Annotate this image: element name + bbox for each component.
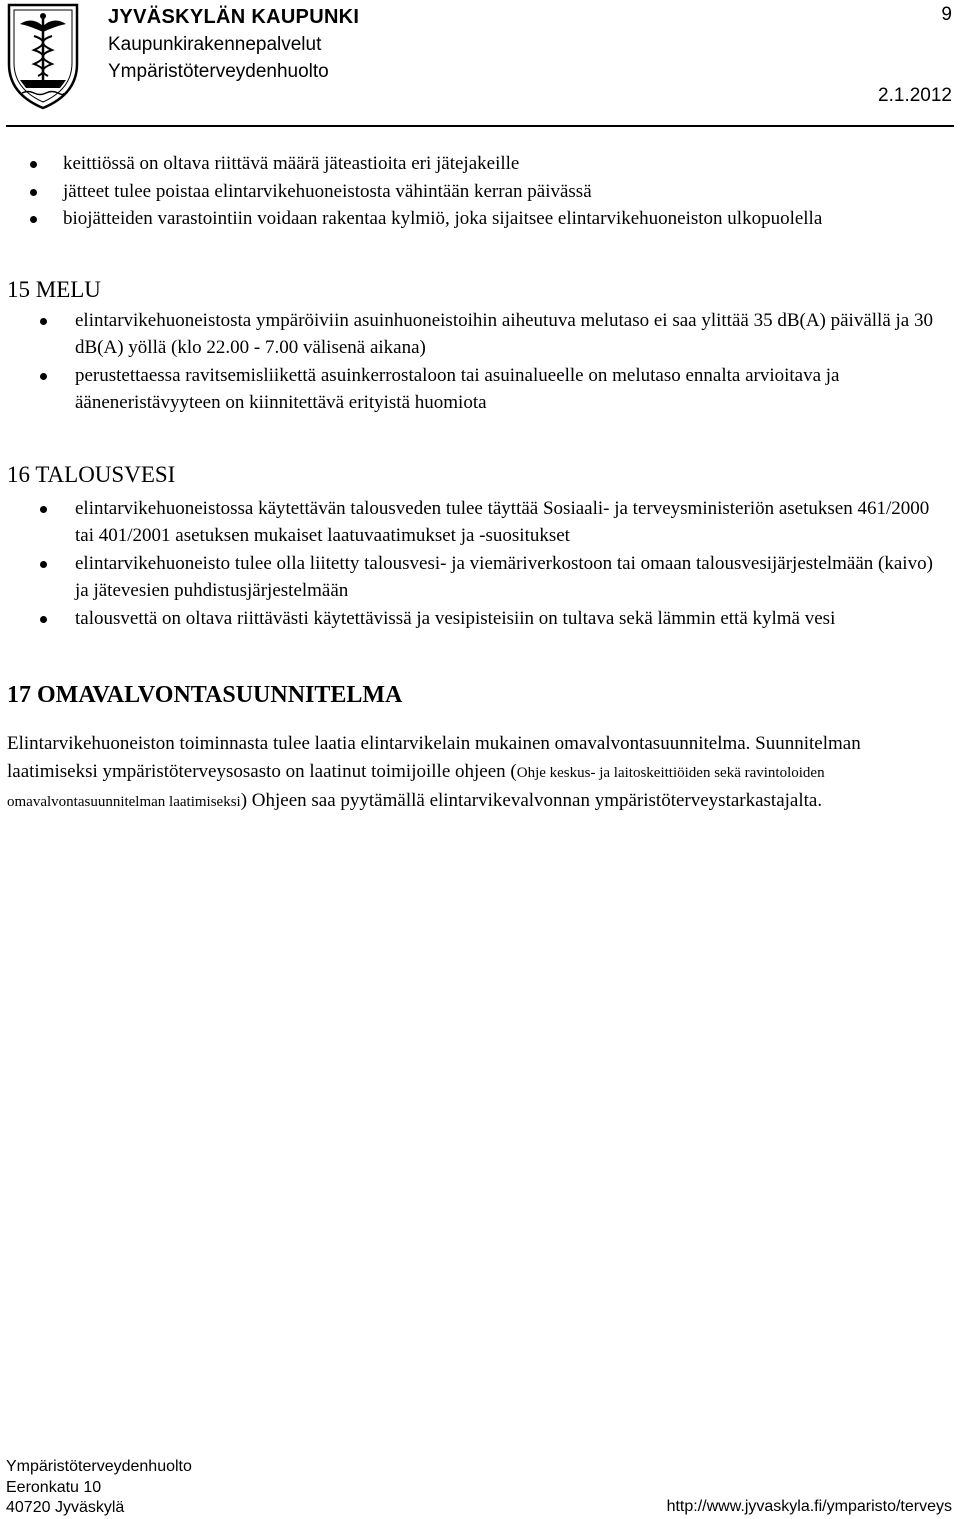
page-number: 9 bbox=[941, 4, 952, 25]
header-date: 2.1.2012 bbox=[878, 85, 952, 106]
footer-address bbox=[6, 1457, 192, 1519]
document-body bbox=[0, 150, 960, 817]
list-item: elintarvikehuoneisto tulee olla liitetty talousvesi- ja viemäriverkostoon tai omaan talousvesijärjestelmään (kaivo) ja jätevesien puhdistusjärjestelmään bbox=[0, 550, 960, 605]
list-item: perustettaessa ravitsemisliikettä asuinkerrostaloon tai asuinalueelle on melutaso ennalta arvioitava ja ääneneristävyyteen on kiinnitettävä erityistä huomiota bbox=[0, 362, 960, 417]
header-organization bbox=[108, 4, 359, 85]
guide-title: Ohje keskus- ja laitoskeittiöiden sekä ravintoloiden omavalvontasuunnitelman laatimiseksi bbox=[7, 764, 825, 810]
list-item: elintarvikehuoneistossa käytettävän talousveden tulee täyttää Sosiaali- ja terveysministeriön asetuksen 461/2000 tai 401/2001 asetuksen mukaiset laatuvaatimukset ja -suositukset bbox=[0, 495, 960, 550]
section-16-list bbox=[0, 495, 960, 633]
section-17-paragraph bbox=[0, 730, 960, 817]
footer-url-link[interactable]: http://www.jyvaskyla.fi/ymparisto/terveys bbox=[666, 1498, 952, 1515]
footer-unit: Ympäristöterveydenhuolto bbox=[6, 1458, 192, 1475]
footer-postal: 40720 Jyväskylä bbox=[6, 1499, 125, 1516]
section-15-heading: 15 MELU bbox=[7, 276, 101, 302]
city-coat-of-arms-logo bbox=[6, 2, 80, 110]
section-15-list bbox=[0, 307, 960, 417]
paragraph-text: Elintarvikehuoneiston toiminnasta tulee laatia elintarvikelain mukainen omavalvontasuunnitelma. Suunnitelman laatimiseksi ympäristöterveysosasto on laatinut toimijoille ohjeen ( bbox=[7, 733, 861, 782]
header-unit: Ympäristöterveydenhuolto bbox=[108, 61, 329, 82]
section-17-heading: 17 OMAVALVONTASUUNNITELMA bbox=[7, 682, 403, 708]
section-16-heading: 16 TALOUSVESI bbox=[7, 461, 176, 487]
paragraph-text: ) Ohjeen saa pyytämällä elintarvikevalvonnan ympäristöterveystarkastajalta. bbox=[240, 790, 823, 811]
header-department: Kaupunkirakennepalvelut bbox=[108, 34, 322, 55]
header-divider bbox=[6, 125, 954, 127]
list-item: jätteet tulee poistaa elintarvikehuoneistosta vähintään kerran päivässä bbox=[0, 178, 960, 206]
list-item: talousvettä on oltava riittävästi käytettävissä ja vesipisteisiin on tultava sekä lämmin että kylmä vesi bbox=[0, 605, 960, 633]
header-city: JYVÄSKYLÄN KAUPUNKI bbox=[108, 6, 360, 28]
continued-bullet-list bbox=[0, 150, 960, 233]
list-item: elintarvikehuoneistosta ympäröiviin asuinhuoneistoihin aiheutuva melutaso ei saa ylittää 35 dB(A) päivällä ja 30 dB(A) yöllä (klo 22.00 - 7.00 välisenä aikana) bbox=[0, 307, 960, 362]
footer-street: Eeronkatu 10 bbox=[6, 1478, 102, 1496]
list-item: biojätteiden varastointiin voidaan rakentaa kylmiö, joka sijaitsee elintarvikehuoneiston ulkopuolella bbox=[0, 205, 960, 233]
list-item: keittiössä on oltava riittävä määrä jäteastioita eri jätejakeille bbox=[0, 150, 960, 178]
